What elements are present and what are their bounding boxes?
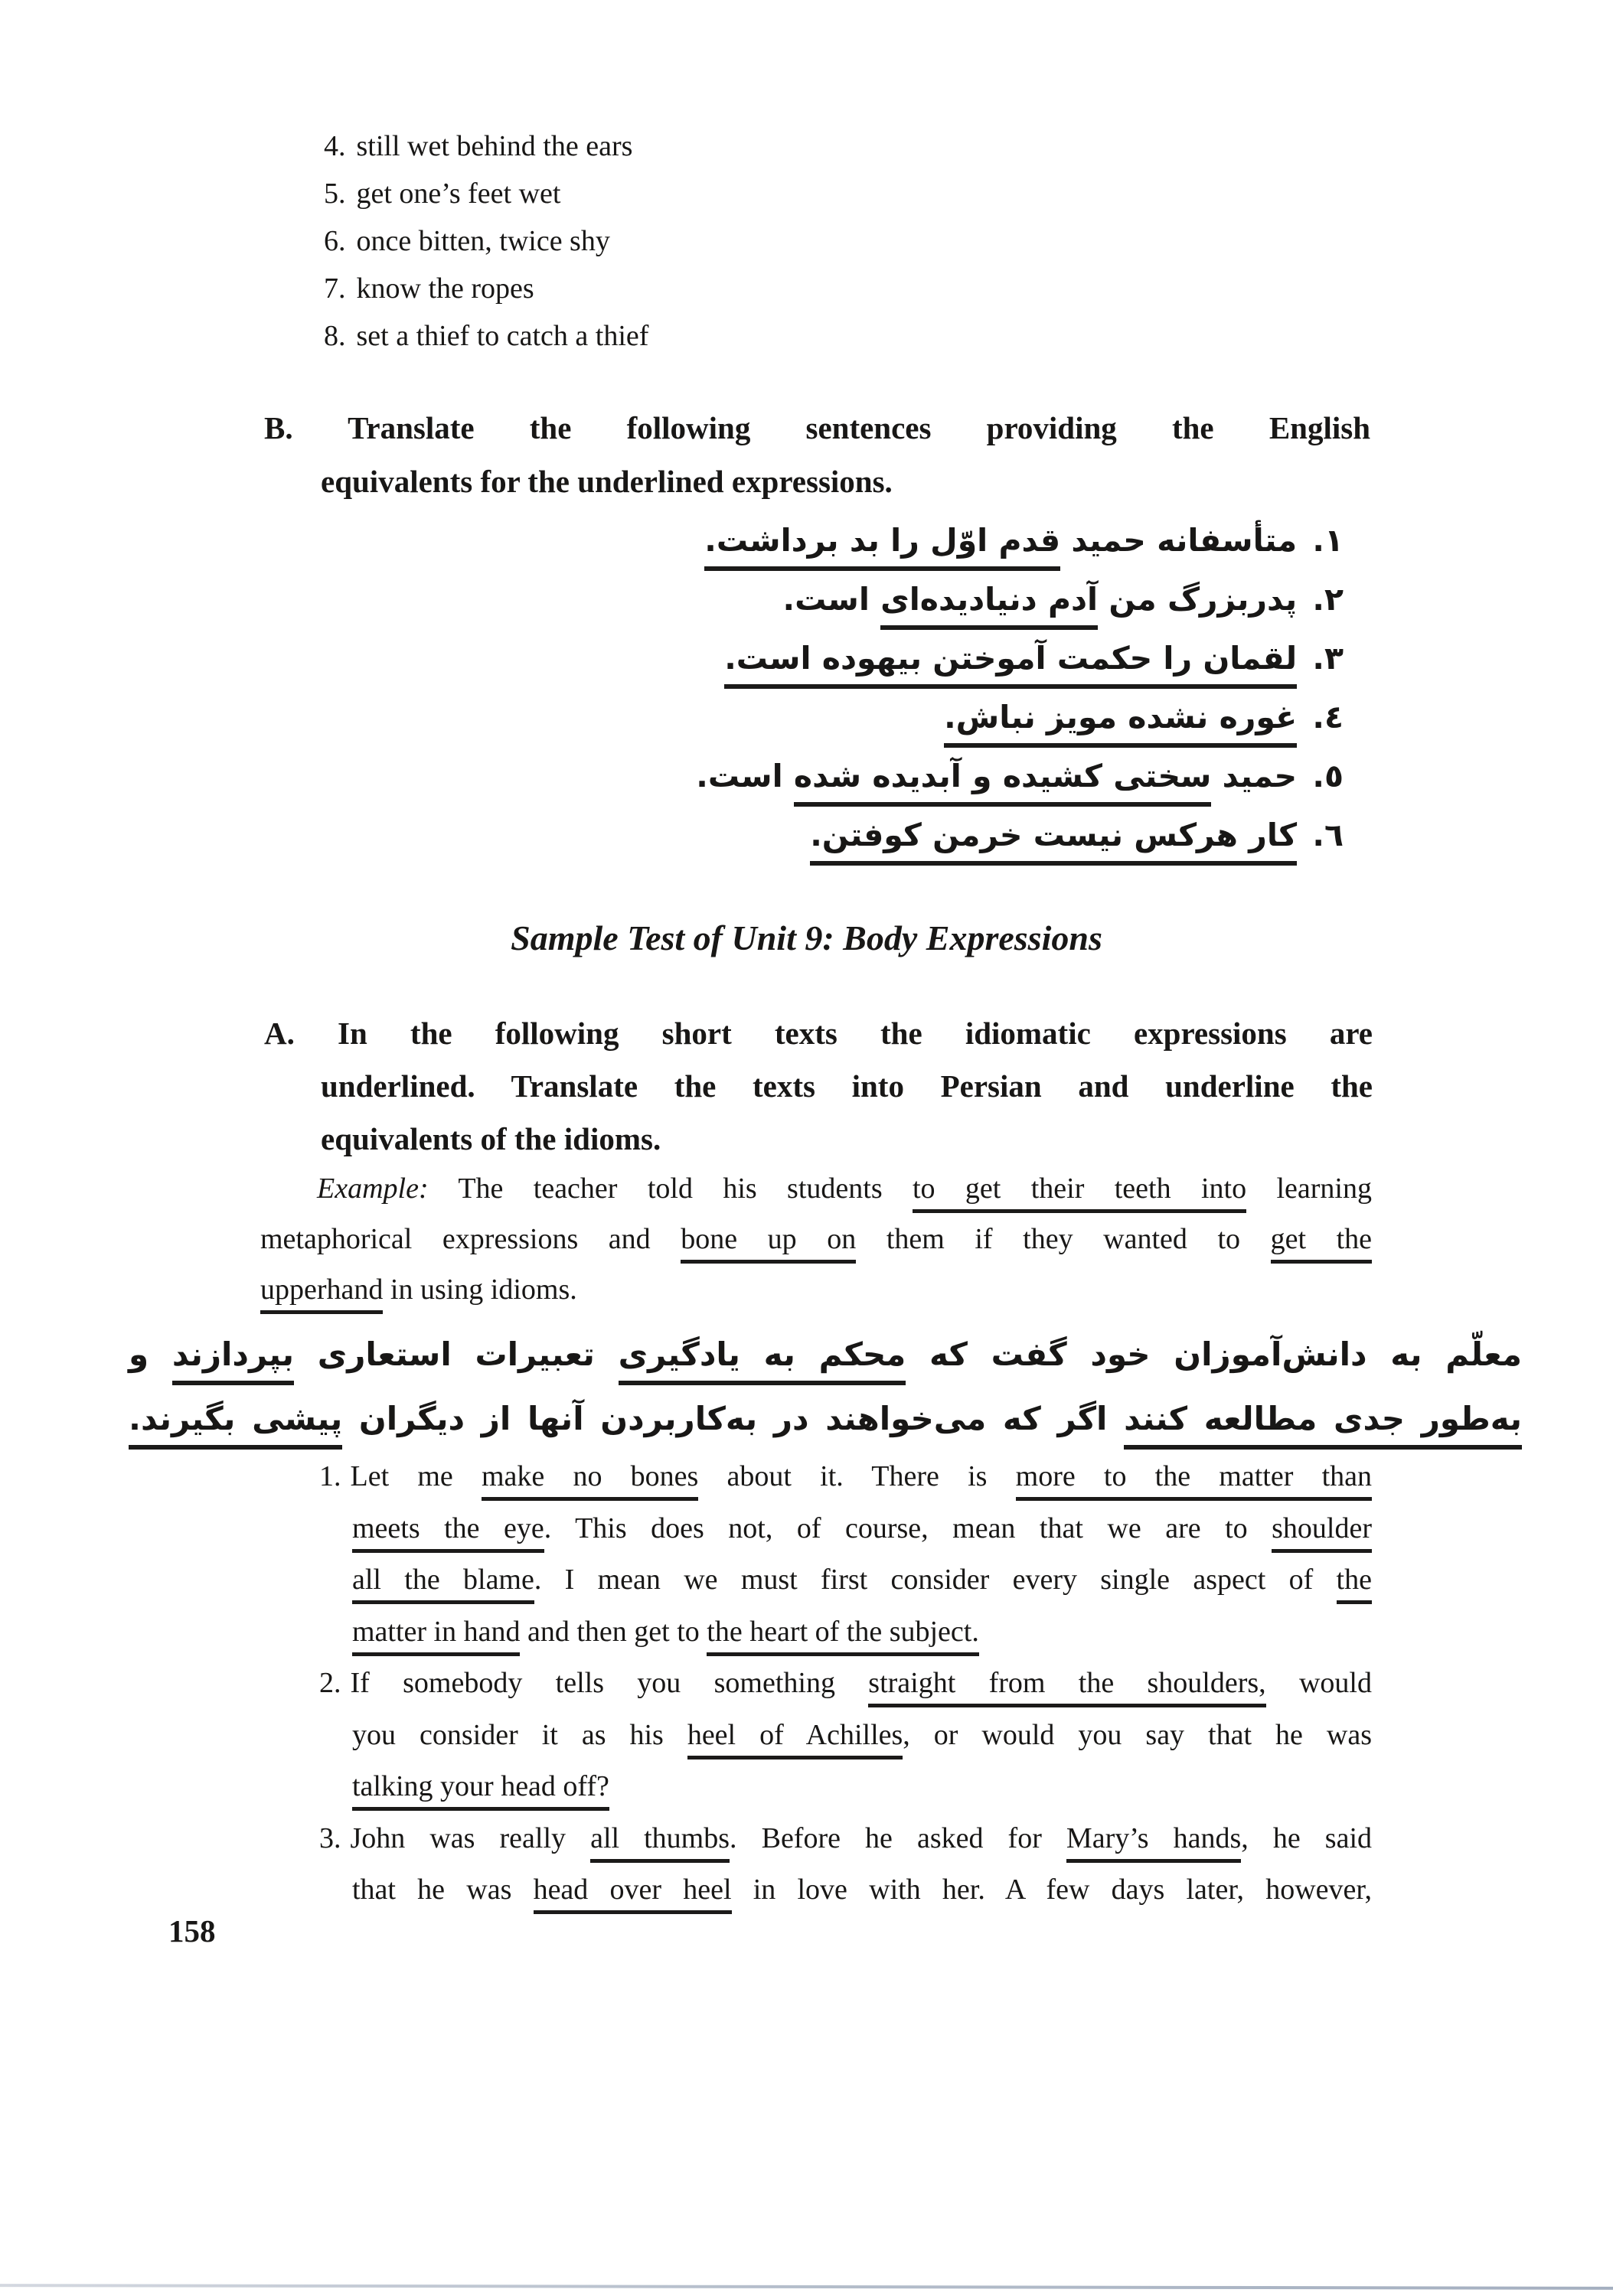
persian-translation-line2 [129, 1387, 1522, 1451]
underlined-idiom: to get their teeth into [913, 1172, 1246, 1213]
scan-edge-line [0, 2284, 1613, 2290]
persian-sentence-5 [696, 747, 1344, 806]
text: and then get to [520, 1615, 707, 1648]
text: . I mean we must first consider every single aspect of [534, 1564, 1337, 1596]
underlined-idiom: heel of Achilles [687, 1719, 903, 1760]
example-label: Example: [317, 1172, 429, 1205]
persian-sentence-2 [696, 570, 1344, 629]
item-number: 2. [319, 1667, 341, 1699]
example-paragraph [260, 1163, 1372, 1315]
underlined-equivalent: بپردازند [172, 1336, 294, 1385]
item-number: 6. [324, 225, 346, 257]
example-text: in using idioms. [383, 1274, 577, 1306]
underlined-equivalent: به‌طور جدی مطالعه کنند [1124, 1400, 1522, 1450]
sentence-text: است. [782, 581, 881, 618]
item-text: once bitten, twice shy [356, 225, 610, 257]
sentence-number: ١. [1312, 522, 1344, 559]
item-number: 7. [324, 272, 346, 305]
page-number: 158 [168, 1913, 216, 1949]
sentence-number: ٤. [1312, 699, 1344, 735]
translation-text: و [129, 1336, 172, 1373]
text: about it. There is [698, 1460, 1016, 1492]
heading-text: In the following short texts the idiomatic expressions are [338, 1016, 1373, 1051]
text: John was really [350, 1821, 591, 1854]
section-a-heading-line3: equivalents of the idioms. [321, 1121, 661, 1156]
underlined-idiom: get the [1271, 1223, 1372, 1264]
underlined-idiom: the heart of the subject. [707, 1616, 979, 1656]
persian-sentence-list [696, 511, 1344, 865]
item-text: know the ropes [356, 272, 534, 305]
item-number: 3. [319, 1821, 341, 1854]
section-a-heading-line1 [264, 1007, 1373, 1060]
section-b-heading-line2: equivalents for the underlined expressions. [321, 464, 893, 499]
translation-text: معلّم به دانش‌آموزان خود گفت که [906, 1336, 1522, 1373]
section-b-label: B. [264, 410, 293, 445]
heading-text: Translate the following sentences providing the English [348, 410, 1371, 445]
underlined-idiom: کار هرکس نیست خرمن کوفتن. [810, 817, 1297, 866]
sentence-number: ٢. [1312, 581, 1344, 618]
underlined-idiom: make no bones [482, 1460, 698, 1501]
example-text: The teacher told his students [458, 1172, 913, 1205]
item-1-line4 [319, 1606, 1372, 1658]
example-persian-translation [129, 1322, 1522, 1451]
translation-text: اگر که می‌خواهند در به‌کاربردن آنها از دیگران [342, 1400, 1125, 1437]
underlined-idiom: all the blame [352, 1564, 534, 1604]
underlined-idiom: Mary’s hands [1066, 1822, 1241, 1863]
persian-sentence-1 [696, 511, 1344, 570]
underlined-idiom: قدم اوّل را بد برداشت. [704, 522, 1060, 571]
text: would [1265, 1667, 1372, 1699]
item-number: 4. [324, 130, 346, 162]
example-text: learning [1246, 1172, 1372, 1205]
underlined-idiom: لقمان را حکمت آموختن بیهوده است. [724, 640, 1297, 689]
list-item [324, 312, 648, 360]
sentence-text: متأسفانه حمید [1060, 522, 1298, 559]
text: Let me [350, 1460, 482, 1492]
text: in love with her. A few days later, however, [731, 1874, 1372, 1906]
underlined-idiom: talking your head off? [352, 1770, 609, 1811]
persian-translation-line1 [129, 1322, 1522, 1387]
section-a-label: A. [264, 1016, 295, 1051]
section-a-heading [264, 1007, 1373, 1166]
item-2-line2 [319, 1710, 1372, 1762]
sentence-number: ٥. [1312, 758, 1344, 794]
example-text: them if they wanted to [856, 1223, 1271, 1255]
example-line3 [260, 1264, 1372, 1315]
example-line1 [260, 1163, 1372, 1214]
persian-sentence-3 [696, 629, 1344, 688]
text: , he said [1241, 1821, 1372, 1854]
section-a-heading-line2: underlined. Translate the texts into Persian and underline the [321, 1068, 1373, 1104]
item-2-line3 [319, 1761, 1372, 1813]
text: , or would you say that he was [903, 1718, 1372, 1751]
list-item [324, 217, 648, 265]
sentence-number: ٦. [1312, 817, 1344, 853]
item-number: 8. [324, 320, 346, 352]
sample-test-heading: Sample Test of Unit 9: Body Expressions [511, 918, 1102, 957]
sentence-text: حمید [1211, 758, 1298, 794]
item-text: set a thief to catch a thief [356, 320, 649, 352]
underlined-idiom: غوره نشده مویز نباش. [944, 699, 1297, 748]
item-number: 1. [319, 1460, 341, 1492]
example-text: metaphorical expressions and [260, 1223, 681, 1255]
text: you consider it as his [352, 1718, 687, 1751]
underlined-idiom: head over heel [534, 1874, 732, 1914]
item-1-line3 [319, 1554, 1372, 1606]
list-item [324, 265, 648, 312]
underlined-idiom: آدم دنیادیده‌ای [880, 581, 1098, 630]
underlined-idiom: bone up on [681, 1223, 856, 1264]
underlined-equivalent: محکم به یادگیری [619, 1336, 906, 1385]
underlined-idiom: straight from the shoulders, [868, 1667, 1265, 1707]
underlined-equivalent: پیشی بگیرند. [129, 1400, 342, 1450]
item-text: get one’s feet wet [356, 178, 561, 210]
text: . This does not, of course, mean that we are to [544, 1512, 1272, 1544]
item-3-line2 [319, 1864, 1372, 1916]
section-b-heading [264, 401, 1370, 508]
exercise-items [319, 1451, 1372, 1916]
underlined-idiom: more to the matter than [1016, 1460, 1372, 1501]
item-text: still wet behind the ears [356, 130, 633, 162]
section-b-heading-line1 [264, 401, 1370, 455]
item-number: 5. [324, 178, 346, 210]
text: . Before he asked for [730, 1821, 1066, 1854]
underlined-idiom: upperhand [260, 1274, 383, 1314]
list-item [324, 170, 648, 217]
item-3-line1 [319, 1813, 1372, 1865]
list-item [324, 122, 648, 170]
underlined-idiom: shoulder [1272, 1512, 1372, 1553]
translation-text: تعبیرات استعاری [294, 1336, 619, 1373]
underlined-idiom: the [1337, 1564, 1372, 1604]
underlined-idiom: matter in hand [352, 1616, 520, 1656]
item-1-line2 [319, 1503, 1372, 1555]
persian-sentence-4 [696, 688, 1344, 747]
idiom-list-4-8 [324, 122, 648, 360]
underlined-idiom: all thumbs [590, 1822, 730, 1863]
underlined-idiom: سختی کشیده و آبدیده شده [794, 758, 1211, 807]
underlined-idiom: meets the eye [352, 1512, 544, 1553]
example-line2 [260, 1214, 1372, 1264]
sentence-text: است. [696, 758, 794, 794]
item-2-line1 [319, 1658, 1372, 1710]
sentence-number: ٣. [1312, 640, 1344, 677]
text: If somebody tells you something [350, 1667, 869, 1699]
sentence-text: پدربزرگ من [1098, 581, 1298, 618]
item-1-line1 [319, 1451, 1372, 1503]
persian-sentence-6 [696, 806, 1344, 865]
text: that he was [352, 1874, 534, 1906]
